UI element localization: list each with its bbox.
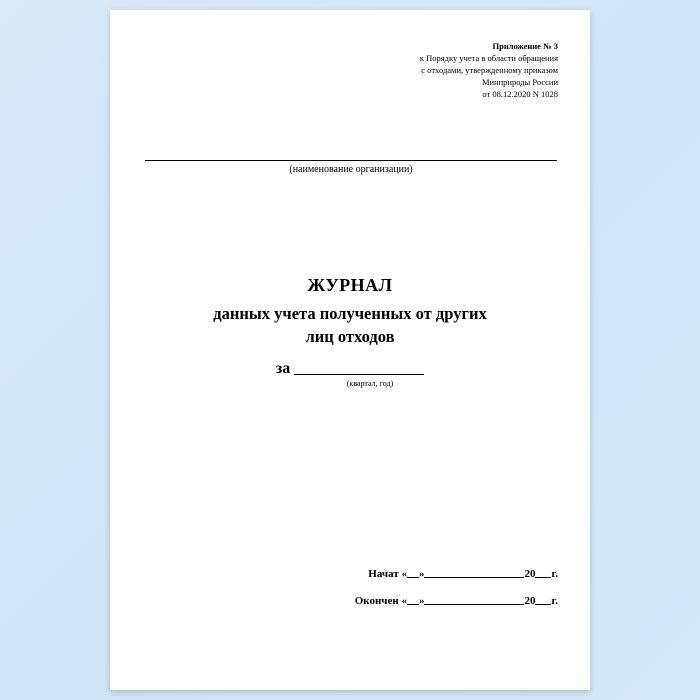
appendix-line-5: от 08.12.2020 N 1028 [482, 89, 558, 99]
finished-label: Окончен « [354, 595, 407, 607]
finished-month-field[interactable] [424, 593, 524, 605]
finished-quote-close: » [418, 595, 425, 607]
finished-year-field[interactable] [535, 593, 551, 605]
document-subtitle-line-2: лиц отходов [305, 327, 395, 346]
appendix-line-4: Минприроды России [481, 77, 558, 87]
organization-name-caption: (наименование организации) [289, 164, 413, 175]
organization-name-fill-line[interactable] [145, 160, 557, 161]
started-month-field[interactable] [424, 566, 524, 578]
period-caption-row [110, 379, 590, 388]
footer-block [110, 566, 558, 620]
started-year-field[interactable] [535, 566, 551, 578]
appendix-line-2: к Порядку учета в области обращения [419, 53, 558, 63]
appendix-line-1: Приложение № 3 [492, 41, 558, 51]
appendix-line-3: с отходами, утвержденному приказом [421, 65, 558, 75]
appendix-reference-block [258, 40, 558, 100]
period-caption: (квартал, год) [346, 379, 394, 388]
finished-year-suffix: г. [551, 595, 558, 607]
finished-day-field[interactable] [407, 593, 419, 605]
period-prefix-label: за [275, 360, 291, 377]
finished-year: 20 [524, 595, 536, 607]
document-page [110, 10, 590, 690]
started-day-field[interactable] [407, 566, 419, 578]
started-quote-close: » [418, 568, 425, 580]
started-year: 20 [524, 568, 536, 580]
started-year-suffix: г. [551, 568, 558, 580]
started-label: Начат « [368, 568, 407, 580]
period-row [110, 360, 590, 378]
document-subtitle [160, 302, 540, 348]
document-title: ЖУРНАЛ [307, 275, 393, 295]
finished-row [110, 593, 558, 607]
document-subtitle-line-1: данных учета полученных от других [213, 304, 487, 323]
period-fill-line[interactable] [294, 360, 424, 375]
started-row [110, 566, 558, 580]
